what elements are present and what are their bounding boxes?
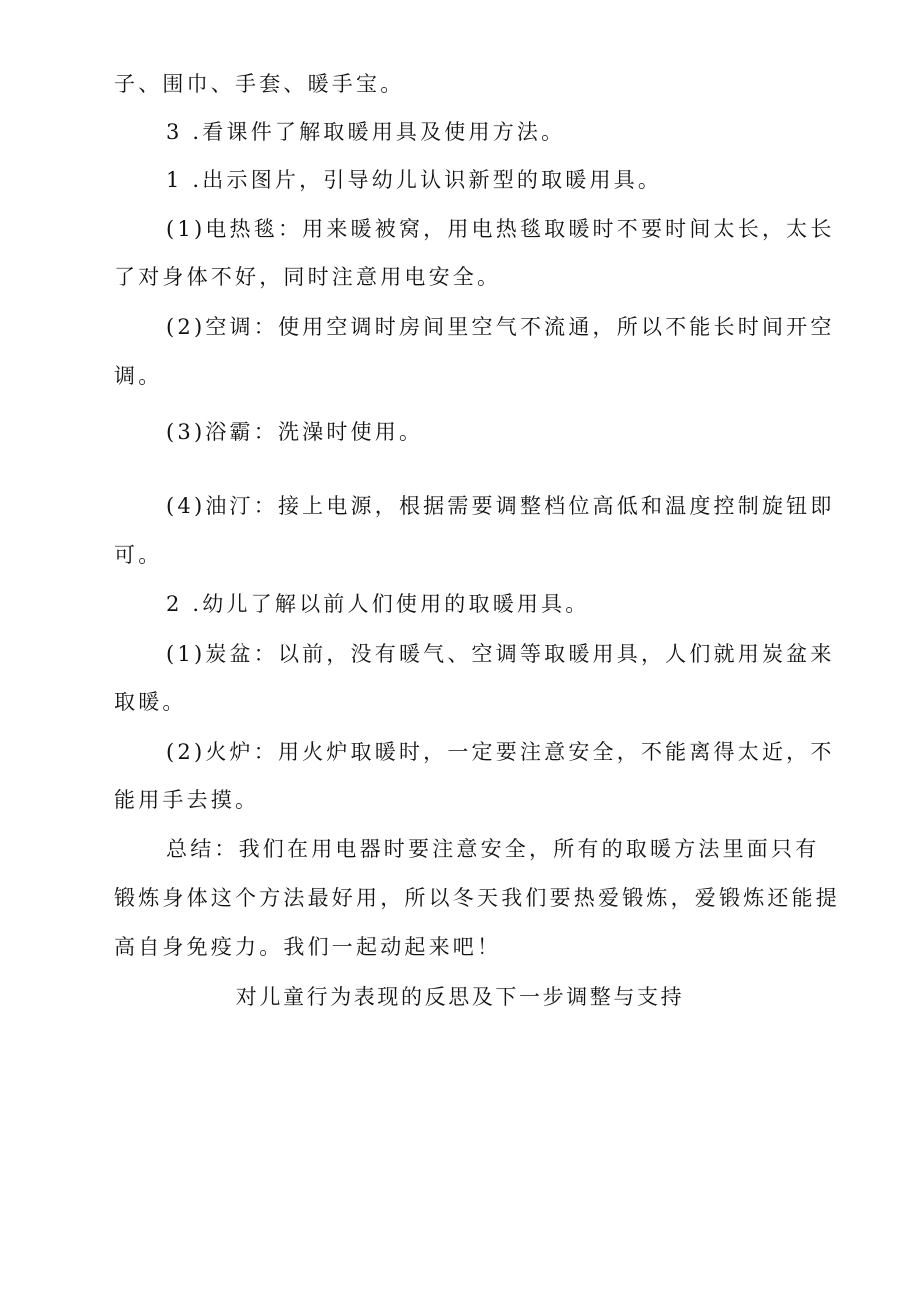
- text-line-15: 能用手去摸。: [114, 788, 260, 812]
- text-line-5: 了对身体不好，同时注意用电安全。: [114, 265, 502, 289]
- text-line-18: 高自身免疫力。我们一起动起来吧！: [114, 935, 502, 959]
- text-line-6: (2)空调：使用空调时房间里空气不流通，所以不能长时间开空: [166, 315, 835, 339]
- text-line-10: 可。: [114, 543, 163, 567]
- text-line-3: 1 .出示图片，引导幼儿认识新型的取暖用具。: [166, 168, 663, 192]
- text-line-9: (4)油汀：接上电源，根据需要调整档位高低和温度控制旋钮即: [166, 494, 835, 518]
- text-line-12: (1)炭盆：以前，没有暖气、空调等取暖用具，人们就用炭盆来: [166, 642, 835, 666]
- text-line-14: (2)火炉：用火炉取暖时，一定要注意安全，不能离得太近，不: [166, 740, 835, 764]
- text-line-17: 锻炼身体这个方法最好用，所以冬天我们要热爱锻炼，爱锻炼还能提: [114, 886, 840, 910]
- text-line-1: 子、围巾、手套、暖手宝。: [114, 72, 405, 96]
- text-line-2: 3 .看课件了解取暖用具及使用方法。: [166, 120, 566, 144]
- text-line-11: 2 .幼儿了解以前人们使用的取暖用具。: [166, 592, 590, 616]
- text-line-8: (3)浴霸：洗澡时使用。: [166, 420, 424, 444]
- text-line-7: 调。: [114, 364, 163, 388]
- text-line-13: 取暖。: [114, 690, 187, 714]
- text-line-4: (1)电热毯：用来暖被窝，用电热毯取暖时不要时间太长，太长: [166, 217, 835, 241]
- text-line-16: 总结：我们在用电器时要注意安全，所有的取暖方法里面只有: [166, 837, 820, 861]
- section-heading: 对儿童行为表现的反思及下一步调整与支持: [235, 985, 685, 1009]
